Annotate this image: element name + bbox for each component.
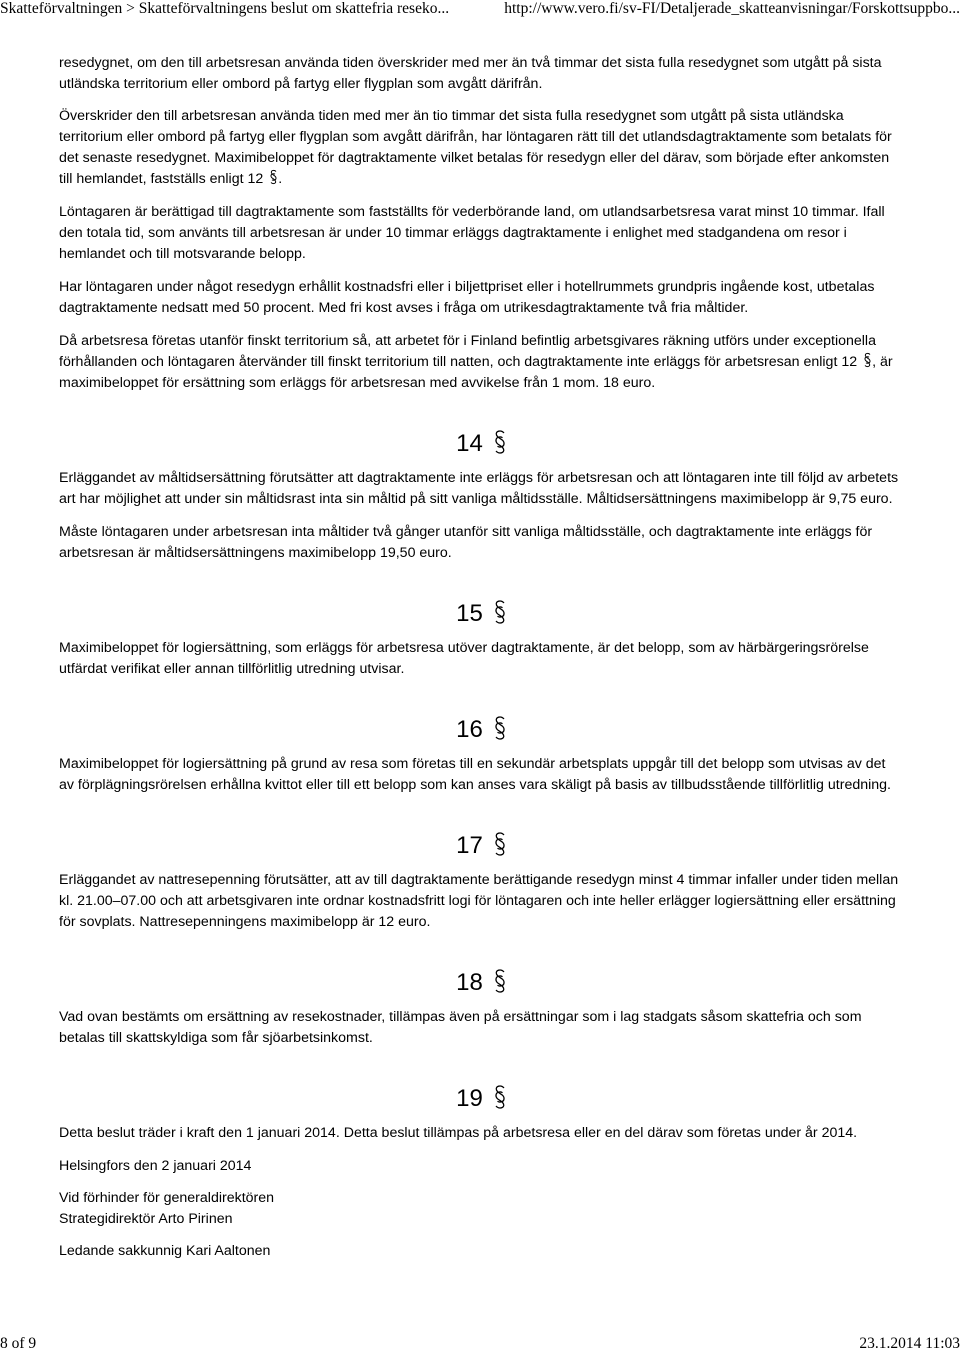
signature-line-3: Ledande sakkunnig Kari Aaltonen <box>59 1243 271 1259</box>
section-19-paragraph-1: Detta beslut träder i kraft den 1 januari 2014. Detta beslut tillämpas på arbetsresa eller en del därav som företas under år 2014. <box>59 1125 858 1141</box>
section-15-paragraph-1: Maximibeloppet för logiersättning, som erläggs för arbetsresa utöver dagtraktamente, är det belopp, som av härbärgeringsrörelse utfärdat verifikat eller annan tillförlitlig utredning utvisar. <box>59 640 869 677</box>
section-18-paragraph-1: Vad ovan bestämts om ersättning av resekostnader, tillämpas även på ersättningar som i lag stadgats såsom skattefria och som betalas till skattskyldiga som får sjöarbetsinkomst. <box>59 1009 862 1046</box>
section-14-paragraph-2: Måste löntagaren under arbetsresan inta måltider två gånger utanför sitt vanliga måltidsställe, och dagtraktamente inte erläggs för arbetsresan är måltidsersättningens maximibelopp 19,50 euro. <box>59 524 873 561</box>
signature-line-1: Vid förhinder för generaldirektören <box>59 1190 275 1206</box>
paragraph-utanfor-finskt <box>59 331 904 394</box>
section-heading-15 <box>59 576 904 628</box>
print-header <box>0 0 960 24</box>
section-sign-icon <box>863 352 872 368</box>
header-title: Skatteförvaltningen > Skatteförvaltningens beslut om skattefria reseko... <box>0 0 450 17</box>
print-timestamp: 23.1.2014 11:03 <box>859 1335 960 1352</box>
paragraph-text: Överskrider den till arbetsresan använda tiden med mer än tio timmar det sista fulla resedygnet som utgått på sista utländska territorium eller ombord på fartyg eller flygplan som avgått därifrån, har löntagaren rätt till det utlandsdagtraktamente som betalats för det senaste resedygnet. Maximibeloppet för dagtraktamente vilket betalas för resedygn eller del därav, som började efter ankomsten till hemlandet, fastställs enligt 12 <box>59 108 892 187</box>
section-number: 18 <box>456 969 483 996</box>
signature-block <box>59 1156 904 1262</box>
section-heading-19 <box>59 1061 904 1113</box>
section-17-paragraph-1: Erläggandet av nattresepenning förutsätter, att av till dagtraktamente berättigande resedygn minst 4 timmar infaller under tiden mellan kl. 21.00–07.00 och att arbetsgivaren inte ordnar kostnadsfritt logi för löntagaren och inte heller erlägger logiersättning eller ersättning för sovplats. Nattresepenningens maximibelopp är 12 euro. <box>59 872 899 930</box>
section-sign-icon <box>493 831 507 857</box>
section-heading-17 <box>59 808 904 860</box>
section-number: 15 <box>456 600 483 627</box>
paragraph-resedygnet: resedygnet, om den till arbetsresan använda tiden överskrider med mer än två timmar det sista fulla resedygnet som utgått på sista utländska territorium eller ombord på fartyg eller flygplan som avgått därifrån. <box>59 55 882 92</box>
paragraph-text-end: . <box>278 171 283 187</box>
section-14-paragraph-1: Erläggandet av måltidsersättning förutsätter att dagtraktamente inte erläggs för arbetsresan och att löntagaren inte till följd av arbetets art har möjlighet att under sin måltidsrast inta sin måltid på sitt vanliga måltidsställe. Måltidsersättningens maximibelopp är 9,75 euro. <box>59 470 899 507</box>
section-number: 14 <box>456 430 483 457</box>
section-number: 17 <box>456 832 483 859</box>
paragraph-overskrider <box>59 106 904 190</box>
header-url: http://www.vero.fi/sv-FI/Detaljerade_skatteanvisningar/Forskottsuppbo... <box>504 0 960 17</box>
section-sign-icon <box>493 968 507 994</box>
paragraph-kostnadsfri: Har löntagaren under något resedygn erhållit kostnadsfri eller i biljettpriset eller i hotellrummets grundpris ingående kost, utbetalas dagtraktamente nedsatt med 50 procent. Med fri kost avses i fråga om utrikesdagtraktamente två fria måltider. <box>59 279 875 316</box>
section-heading-14 <box>59 406 904 458</box>
signature-officials <box>59 1188 904 1230</box>
section-number: 16 <box>456 716 483 743</box>
section-sign-icon <box>493 1084 507 1110</box>
paragraph-text-end: , är maximibeloppet för ersättning som erläggs för arbetsresan med avvikelse från 1 mom. 18 euro. <box>59 354 893 391</box>
section-sign-icon <box>493 599 507 625</box>
print-footer <box>0 1335 960 1353</box>
page-number: 8 of 9 <box>0 1335 37 1352</box>
paragraph-text: Då arbetsresa företas utanför finskt territorium så, att arbetet för i Finland befintlig arbetsgivares räkning utförs under exceptionella förhållanden och löntagaren återvänder till finskt territorium till natten, och dagtraktamente inte erläggs för arbetsresan enligt 12 <box>59 333 876 370</box>
section-number: 19 <box>456 1085 483 1112</box>
section-heading-18 <box>59 945 904 997</box>
signature-place-date: Helsingfors den 2 januari 2014 <box>59 1158 252 1174</box>
section-heading-16 <box>59 692 904 744</box>
section-sign-icon <box>269 169 278 185</box>
signature-line-2: Strategidirektör Arto Pirinen <box>59 1211 233 1227</box>
paragraph-lontagaren: Löntagaren är berättigad till dagtraktamente som fastställts för vederbörande land, om utlandsarbetsresa varat minst 10 timmar. Ifall den totala tid, som använts till arbetsresan är under 10 timmar erläggs dagtraktamente i enlighet med stadgandena om resor i hemlandet och till motsvarande belopp. <box>59 204 885 262</box>
section-sign-icon <box>493 429 507 455</box>
section-16-paragraph-1: Maximibeloppet för logiersättning på grund av resa som företas till en sekundär arbetsplats uppgår till det belopp som utvisas av det av förplägningsrörelsen erhållna kvittot eller till ett belopp som kan anses vara skäligt på basis av tillbudsstående tillförlitlig utredning. <box>59 756 891 793</box>
section-sign-icon <box>493 715 507 741</box>
document-body <box>59 53 904 1273</box>
